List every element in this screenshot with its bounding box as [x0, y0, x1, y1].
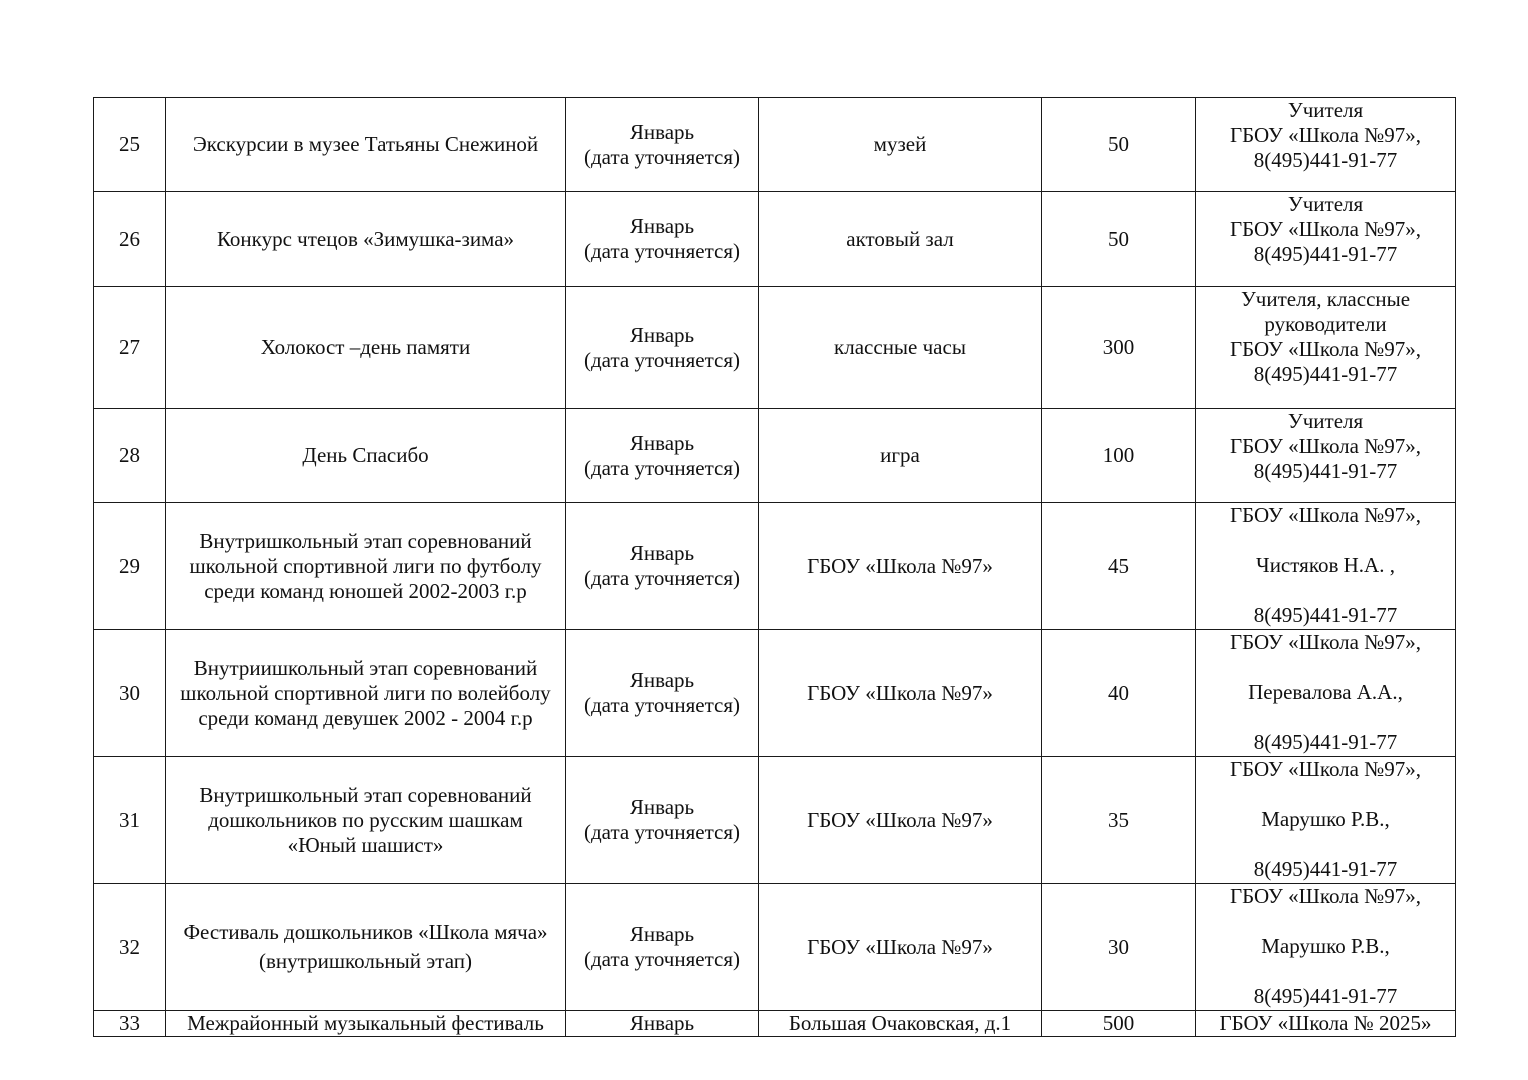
- event-date-line: Январь: [629, 119, 695, 144]
- participants-count: 500: [1102, 1011, 1135, 1035]
- event-date-line: Январь: [629, 668, 695, 692]
- event-date-line: (дата уточняется): [583, 347, 740, 372]
- event-name-line: Конкурс чтецов «Зимушка-зима»: [216, 226, 515, 251]
- participants-count: 300: [1102, 335, 1135, 359]
- row-number-cell: [94, 757, 166, 884]
- responsible-line: руководители: [1264, 312, 1387, 336]
- event-date-cell: [566, 1011, 759, 1037]
- row-number-cell: [94, 503, 166, 630]
- responsible-line: [1202, 528, 1449, 553]
- responsible-cell: [1196, 192, 1456, 287]
- event-name-line: среди команд юношей 2002-2003 г.р: [204, 578, 527, 603]
- row-number-cell: [94, 409, 166, 503]
- event-date-line: Январь: [629, 430, 695, 455]
- event-date-line: Январь: [629, 322, 695, 347]
- event-name-line: «Юный шашист»: [287, 832, 444, 857]
- participants-count-cell: [1042, 409, 1196, 503]
- event-name-line: Внутришкольный этап соревнований: [199, 782, 532, 807]
- event-date-line: Январь: [629, 795, 695, 819]
- participants-count-cell: [1042, 1011, 1196, 1037]
- event-name-line: Межрайонный музыкальный фестиваль: [187, 1011, 544, 1035]
- responsible-cell: [1196, 503, 1456, 630]
- participants-count: 45: [1108, 553, 1129, 578]
- event-date-cell: [566, 757, 759, 884]
- event-place-cell: [759, 98, 1042, 192]
- responsible-cell: [1196, 884, 1456, 1011]
- event-place: ГБОУ «Школа №97»: [807, 807, 993, 832]
- event-name-line: школьной спортивной лиги по футболу: [189, 553, 542, 578]
- table-row: [94, 630, 1456, 757]
- responsible-cell: [1196, 630, 1456, 757]
- participants-count-cell: [1042, 503, 1196, 630]
- event-place-cell: [759, 409, 1042, 503]
- responsible-line: [1202, 959, 1449, 984]
- table-row: [94, 757, 1456, 884]
- event-name-cell: [166, 192, 566, 287]
- responsible-line: Перевалова А.А.,: [1248, 680, 1403, 704]
- participants-count: 35: [1108, 807, 1129, 832]
- row-number: 29: [119, 553, 140, 578]
- row-number-cell: [94, 1011, 166, 1037]
- event-date-line: Январь: [629, 922, 695, 946]
- event-name-line: среди команд девушек 2002 - 2004 г.р: [198, 705, 533, 730]
- event-place-cell: [759, 630, 1042, 757]
- responsible-cell: [1196, 1011, 1456, 1037]
- event-name-cell: [166, 630, 566, 757]
- row-number: 28: [119, 443, 140, 467]
- event-name-line: Внутришкольный этап соревнований: [199, 528, 532, 553]
- responsible-line: Чистяков Н.А. ,: [1256, 553, 1395, 577]
- event-name-cell: [166, 884, 566, 1011]
- responsible-line: 8(495)441-91-77: [1253, 603, 1398, 627]
- event-place: ГБОУ «Школа №97»: [807, 553, 993, 578]
- participants-count: 30: [1108, 934, 1129, 959]
- event-name-cell: [166, 98, 566, 192]
- event-date-line: Январь: [629, 1011, 695, 1035]
- responsible-cell: [1196, 409, 1456, 503]
- participants-count-cell: [1042, 884, 1196, 1011]
- event-name-line: (внутришкольный этап): [259, 949, 472, 973]
- participants-count-cell: [1042, 98, 1196, 192]
- row-number-cell: [94, 884, 166, 1011]
- row-number: 31: [119, 807, 140, 832]
- event-name-line: Холокост –день памяти: [260, 335, 471, 359]
- responsible-line: Марушко Р.В.,: [1261, 807, 1390, 831]
- table-row: [94, 503, 1456, 630]
- event-place: Большая Очаковская, д.1: [788, 1011, 1012, 1035]
- responsible-line: [1202, 832, 1449, 857]
- participants-count: 50: [1108, 132, 1129, 156]
- row-number: 25: [119, 132, 140, 156]
- participants-count: 50: [1108, 226, 1129, 251]
- responsible-line: ГБОУ «Школа №97»,: [1229, 434, 1422, 458]
- table-row: [94, 98, 1456, 192]
- responsible-line: ГБОУ «Школа №97»,: [1229, 757, 1422, 781]
- responsible-line: Учителя: [1287, 98, 1364, 122]
- event-place: ГБОУ «Школа №97»: [807, 680, 993, 705]
- responsible-line: [1202, 705, 1449, 730]
- participants-count: 40: [1108, 680, 1129, 705]
- row-number: 27: [119, 335, 140, 359]
- responsible-line: [1202, 782, 1449, 807]
- event-place: классные часы: [834, 335, 966, 359]
- event-name-cell: [166, 409, 566, 503]
- responsible-line: [1202, 578, 1449, 603]
- participants-count-cell: [1042, 287, 1196, 409]
- event-date-cell: [566, 192, 759, 287]
- row-number-cell: [94, 287, 166, 409]
- event-place-cell: [759, 503, 1042, 630]
- responsible-cell: [1196, 757, 1456, 884]
- responsible-line: Учителя: [1287, 192, 1364, 216]
- row-number: 30: [119, 680, 140, 705]
- row-number: 33: [119, 1011, 140, 1035]
- table-row: [94, 192, 1456, 287]
- event-place: актовый зал: [846, 226, 954, 251]
- event-date-cell: [566, 630, 759, 757]
- responsible-line: ГБОУ «Школа №97»,: [1229, 884, 1422, 908]
- responsible-line: ГБОУ «Школа №97»,: [1229, 337, 1422, 361]
- event-date-cell: [566, 287, 759, 409]
- responsible-line: 8(495)441-91-77: [1253, 242, 1398, 266]
- responsible-line: 8(495)441-91-77: [1253, 730, 1398, 754]
- responsible-cell: [1196, 287, 1456, 409]
- event-name-cell: [166, 1011, 566, 1037]
- event-place-cell: [759, 757, 1042, 884]
- responsible-line: ГБОУ «Школа №97»,: [1229, 503, 1422, 527]
- event-name-line: День Спасибо: [302, 443, 429, 467]
- event-name-cell: [166, 287, 566, 409]
- responsible-line: 8(495)441-91-77: [1253, 984, 1398, 1008]
- responsible-line: ГБОУ «Школа №97»,: [1229, 123, 1422, 147]
- responsible-line: 8(495)441-91-77: [1253, 362, 1398, 386]
- responsible-line: ГБОУ «Школа № 2025»: [1219, 1011, 1432, 1035]
- responsible-line: Марушко Р.В.,: [1261, 934, 1390, 958]
- responsible-line: 8(495)441-91-77: [1253, 459, 1398, 483]
- event-name-line: Внутриишкольный этап соревнований: [193, 655, 538, 680]
- responsible-line: [1202, 909, 1449, 934]
- event-place: ГБОУ «Школа №97»: [807, 934, 993, 959]
- event-date-line: (дата уточняется): [583, 947, 740, 971]
- event-date-line: (дата уточняется): [583, 566, 740, 590]
- row-number: 26: [119, 226, 140, 251]
- event-date-line: (дата уточняется): [583, 693, 740, 717]
- row-number-cell: [94, 192, 166, 287]
- table-row: [94, 409, 1456, 503]
- event-place: игра: [880, 443, 920, 467]
- events-table-body: [94, 98, 1456, 1037]
- table-row: [94, 287, 1456, 409]
- event-name-line: дошкольников по русским шашкам: [208, 807, 523, 832]
- responsible-cell: [1196, 98, 1456, 192]
- event-date-line: (дата уточняется): [583, 820, 740, 844]
- event-date-cell: [566, 98, 759, 192]
- participants-count-cell: [1042, 757, 1196, 884]
- participants-count: 100: [1102, 443, 1135, 467]
- participants-count-cell: [1042, 630, 1196, 757]
- row-number-cell: [94, 98, 166, 192]
- event-name-cell: [166, 757, 566, 884]
- responsible-line: ГБОУ «Школа №97»,: [1229, 630, 1422, 654]
- event-place-cell: [759, 884, 1042, 1011]
- responsible-line: Учителя: [1287, 409, 1364, 433]
- participants-count-cell: [1042, 192, 1196, 287]
- event-date-line: (дата уточняется): [583, 455, 740, 480]
- table-row: [94, 884, 1456, 1011]
- event-name-line: школьной спортивной лиги по волейболу: [180, 680, 551, 705]
- event-name-line: Фестиваль дошкольников «Школа мяча»: [183, 920, 548, 944]
- row-number-cell: [94, 630, 166, 757]
- responsible-line: ГБОУ «Школа №97»,: [1229, 217, 1422, 241]
- event-date-line: Январь: [629, 214, 695, 238]
- responsible-line: Учителя, классные: [1240, 287, 1411, 311]
- table-row: [94, 1011, 1456, 1037]
- row-number: 32: [119, 934, 140, 959]
- events-table: [93, 97, 1456, 1037]
- event-name-line: Экскурсии в музее Татьяны Снежиной: [192, 132, 539, 156]
- event-date-line: Январь: [629, 541, 695, 565]
- responsible-line: 8(495)441-91-77: [1253, 857, 1398, 881]
- event-place: музей: [873, 132, 927, 156]
- event-date-cell: [566, 503, 759, 630]
- event-date-cell: [566, 409, 759, 503]
- event-place-cell: [759, 1011, 1042, 1037]
- event-place-cell: [759, 287, 1042, 409]
- event-date-cell: [566, 884, 759, 1011]
- event-date-line: (дата уточняется): [583, 144, 740, 169]
- responsible-line: 8(495)441-91-77: [1253, 148, 1398, 172]
- event-date-line: (дата уточняется): [583, 239, 740, 263]
- event-place-cell: [759, 192, 1042, 287]
- event-name-cell: [166, 503, 566, 630]
- responsible-line: [1202, 655, 1449, 680]
